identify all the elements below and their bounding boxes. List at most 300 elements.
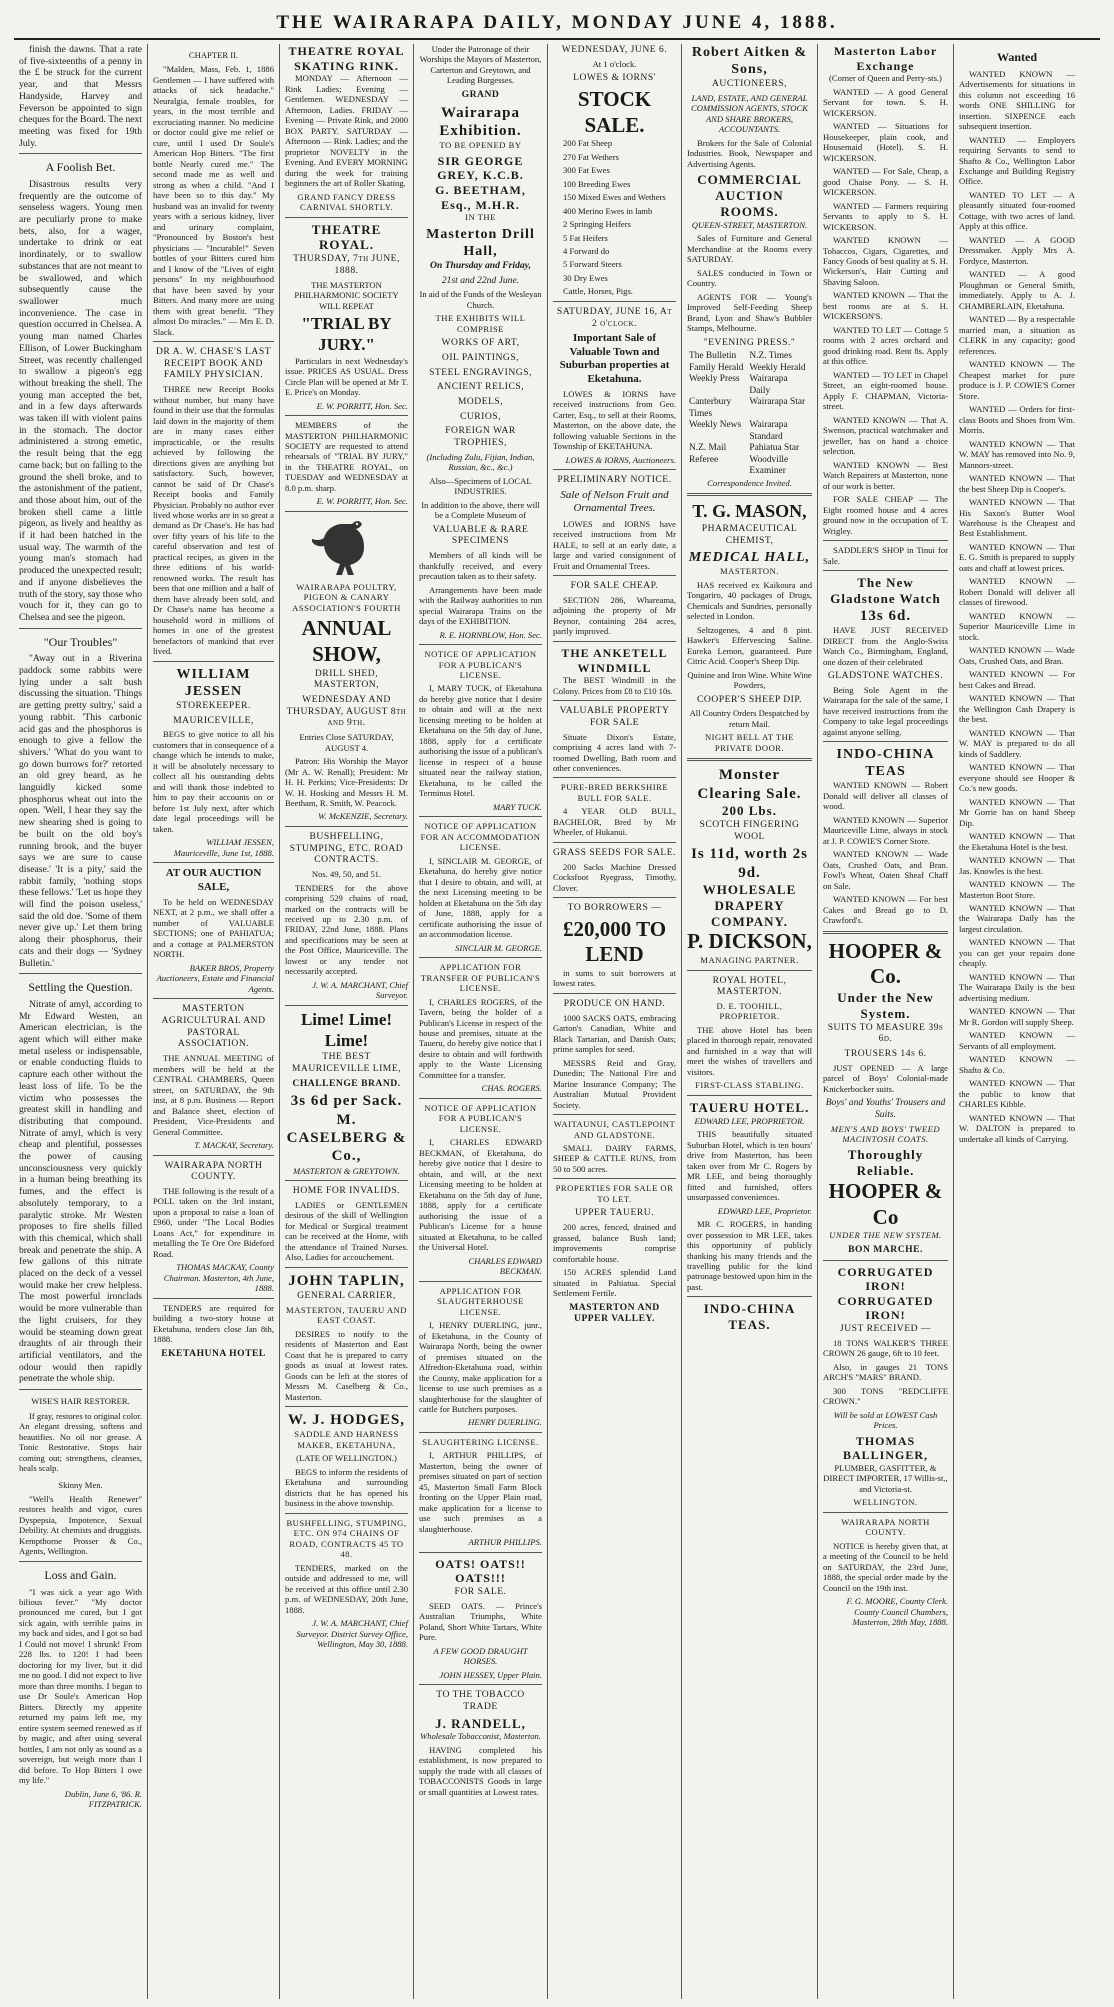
stock-item: 30 Dry Ewes xyxy=(563,272,608,283)
column-1 xyxy=(14,44,148,1999)
ad-note: Entries Close SATURDAY, AUGUST 4. xyxy=(299,732,394,753)
ad-place: MASTERTON & GREYTOWN. xyxy=(293,1165,400,1176)
wanted-ad: WANTED KNOWN — That everyone should see Hooper & Co.'s new goods. xyxy=(959,762,1075,794)
table-row xyxy=(687,443,812,454)
stock-item: 300 Fat Ewes xyxy=(563,165,610,176)
ad-price: SUITS TO MEASURE 39s 6d. xyxy=(827,1021,944,1045)
ad-body: JUST OPENED — A large parcel of Boys' Colonial-made Knickerbocker suits. xyxy=(823,1062,948,1094)
column-8 xyxy=(954,44,1080,1999)
ad-note: In addition to the above, there will be a Complete Museum of xyxy=(421,499,540,521)
stock-item: 200 Fat Sheep xyxy=(563,138,613,149)
ad-subtitle: UPPER TAUERU. xyxy=(574,1207,655,1219)
table-cell: Weekly News xyxy=(689,420,742,431)
story-body: Disastrous results very frequently are the outcome of senseless wagers. Young men are peculiarly prone to make bets, also, for a wager, undertake to drink or eat inordinately, or to swallow substances that are not meant to be swallowed, and which subsequently cause the swallower much inconvenience. The case in question occurred in Chelsea. A young man named Charles Ellison, of Lower Buckingham Street, was recently challenged to swallow a pigeon's egg without breaking the shell. The young man accepted the bet, and in a few days afterwards was taken ill with violent pains in the stomach. The doctor administered a strong emetic, the result being that the egg came back; but on falling to the ground the shell broke, and to the astonishment of the patient, and those about him, out of the broken shell came a little pigeon, as lively and healthy as if it had been hatched in the usual way. The warmth of the young man's stomach had produced the unexpected result; and if anyone disbelieves the truth of the story, say those who vouch for it, they can go to Chelsea and see the pigeon. xyxy=(19,178,142,623)
table-cell: Weekly Herald xyxy=(749,362,806,373)
ad-title: VALUABLE PROPERTY FOR SALE xyxy=(559,705,670,728)
newspaper-agency-table xyxy=(687,351,812,477)
divider xyxy=(285,1513,408,1514)
ad-body: LADIES or GENTLEMEN desirous of the skill of Wellington for Medical or Surgical treatment can be received at the Home, with the attendance of Trained Nurses. Also, Ladies for accouchement. xyxy=(285,1199,408,1263)
ad-body: 1000 SACKS OATS, embracing Garton's Canadian, White and Black Tartarian, and Danish Oats; prime samples for seed. xyxy=(553,1012,676,1055)
divider xyxy=(153,1298,274,1299)
story-title: Skinny Men. xyxy=(58,1479,103,1490)
ad-note: TO BE OPENED BY xyxy=(439,140,522,151)
divider xyxy=(687,970,812,971)
divider xyxy=(285,1005,408,1006)
divider xyxy=(553,1178,676,1179)
wanted-ad: WANTED KNOWN — That the Wellington Cash Drapery is the best. xyxy=(959,693,1075,725)
loan-amount: £20,000 TO LEND xyxy=(562,916,667,967)
ad-title: DR A. W. CHASE'S LAST RECEIPT BOOK AND FAMILY PHYSICIAN. xyxy=(155,346,272,381)
ad-signoff: THOMAS MACKAY, County Chairman. Masterton, 4th June, 1888. xyxy=(163,1262,274,1294)
table-row xyxy=(687,420,812,443)
ad-title: WAIRARAPA NORTH COUNTY. xyxy=(841,1516,930,1538)
story-title: Loss and Gain. xyxy=(44,1567,117,1582)
wanted-ad: WANTED — Situations for Housekeeper, plain cook, and Housemaid (Hotel). S. H. WICKERSON. xyxy=(823,121,948,163)
ad-title: Important Sale of Valuable Town and Suburban properties at Eketahuna. xyxy=(559,332,670,385)
ad-body: BEGS to give notice to all his customers that in consequence of a change which he intends to make, it will be absolutely necessary to collect all his outstanding debts and will thank those indebted to him to pay their accounts on or before 1st July next, after which date legal proceedings will be taken. xyxy=(153,729,274,834)
column-3 xyxy=(280,44,414,1999)
divider xyxy=(687,1095,812,1096)
wanted-ad: WANTED KNOWN — Wade Oats, Crushed Oats, and Bran. xyxy=(959,645,1075,666)
divider xyxy=(153,998,274,999)
notice-title: APPLICATION FOR TRANSFER OF PUBLICAN'S LICENSE. xyxy=(420,962,541,994)
ad-firm: WHOLESALE DRAPERY COMPANY. xyxy=(702,881,797,929)
divider xyxy=(19,628,142,629)
ad-body: Seltzogenes, 4 and 8 pint. Hawker's Effervescing Saline. Eureka Lemon, guaranteed. Pure Citric Acid. Cooper's Sheep Dip. xyxy=(687,624,812,667)
ad-price: Is 11d, worth 2s 9d. xyxy=(691,846,808,881)
story-body: "Well's Health Renewer" restores health and vigor, cures Dyspepsia, Impotence, Sexual Debility. At chemists and druggists. Kempthorne Prosser & Co., Agents, Wellington. xyxy=(19,1493,142,1557)
table-row xyxy=(687,455,812,478)
stock-list xyxy=(553,138,676,297)
ad-signoff: BAKER BROS, Property Auctioneers, Estate and Financial Agents. xyxy=(156,962,274,994)
stock-sale-heading: STOCK SALE. xyxy=(577,86,652,137)
wanted-ad: WANTED — Farmers requiring Servants to apply to S. H. WICKERSON. xyxy=(823,200,948,232)
table-cell: Wairarapa Standard xyxy=(749,420,788,442)
wanted-ad: FOR SALE CHEAP — The Eight roomed house and 4 acres ground now in the occupation of T. Wrigley. xyxy=(823,494,948,536)
wanted-list xyxy=(823,87,948,536)
notice-body: I, CHARLES ROGERS, of the Tavern, being the holder of a Publican's License in respect of the house and premises, situate at the Taueru, do hereby give notice that I desire to obtain and will forthwith apply to the Waste Licensing Committee for a transfer. xyxy=(419,996,542,1080)
ad-firm: T. G. MASON, xyxy=(692,501,807,522)
ad-signoff: LOWES & IORNS, Auctioneers. xyxy=(565,454,676,465)
ad-firm: THOMAS BALLINGER, xyxy=(842,1433,929,1463)
wanted-ad: WANTED KNOWN — That His Saxon's Butter Wool Warehouse is the Cheapest and Best Establishment. xyxy=(959,497,1075,539)
wanted-ad: WANTED KNOWN — Tobaccos, Cigars, Cigarettes, and Fancy Goods of best quality at S. H. Wickerson's, Hair Cutting and Shaving Saloon. xyxy=(823,235,948,287)
ad-note: FIRST-CLASS STABLING. xyxy=(695,1080,804,1091)
ad-firm: Robert Aitken & Sons, xyxy=(691,45,808,78)
wanted-ad: WANTED KNOWN — That the best Sheep Dip is Cooper's. xyxy=(959,473,1075,494)
divider xyxy=(823,741,948,742)
wanted-ad: WANTED — By a respectable married man, a situation as CLERK in any capacity; good references. xyxy=(959,314,1075,356)
exhibit-item: WORKS OF ART, xyxy=(441,337,520,349)
ad-brand: CHALLENGE BRAND. xyxy=(292,1077,401,1089)
ad-title: PROPERTIES FOR SALE OR TO LET. xyxy=(555,1183,674,1204)
ad-body: Members of all kinds will be thankfully received, and every precaution taken as to their safety. xyxy=(419,550,542,582)
ad-body: LOWES and IORNS have received instructions from Mr HALE, to sell at an early date, a large and varied consignment of Fruit and Ornamental Trees. xyxy=(553,518,676,571)
stock-item: 270 Fat Wethers xyxy=(563,151,619,162)
ad-price: TROUSERS 14s 6. xyxy=(844,1047,927,1059)
stock-item: 400 Merino Ewes in lamb xyxy=(563,205,653,216)
ad-note: A FEW GOOD DRAUGHT HORSES. xyxy=(433,1645,528,1667)
wanted-ad: WANTED — Employers requiring Servants to send to Shafto & Co., Wellington Labor Exchange and Building Registry Office. xyxy=(959,134,1075,187)
stock-item: 100 Breeding Ewes xyxy=(563,178,631,189)
wanted-ad: WANTED TO LET — Cottage 5 rooms with 2 acres orchard and good drinking road. Rent 8s. Apply at this office. xyxy=(823,324,948,367)
column-6 xyxy=(682,44,818,1999)
ad-place: WELLINGTON. xyxy=(853,1497,918,1508)
sale-date: WEDNESDAY, JUNE 6. xyxy=(561,44,668,55)
wanted-ad: WANTED KNOWN — Superior Mauriceville Lime, always in stock at J. P. COWIE'S Corner Store. xyxy=(823,814,948,846)
divider xyxy=(419,816,542,817)
story-title: Settling the Question. xyxy=(28,980,133,995)
wanted-ad: WANTED KNOWN — That W. DALTON is prepared to undertake all kinds of Carrying. xyxy=(959,1112,1075,1144)
wanted-ad: WANTED KNOWN — That Mr R. Gordon will supply Sheep. xyxy=(959,1006,1075,1027)
ad-note: In aid of the Funds of the Wesleyan Church. xyxy=(419,289,542,310)
ad-body: Situate Dixon's Estate, comprising 4 acres land with 7-roomed Dwelling, Bath room and other conveniences. xyxy=(553,731,676,773)
wanted-ad: WANTED KNOWN — That The Wairarapa Daily is the best advertising medium. xyxy=(959,971,1075,1003)
ad-title: INDO-CHINA TEAS xyxy=(836,747,935,780)
divider xyxy=(153,1155,274,1156)
ad-signoff: E. W. PORRITT, Hon. Sec. xyxy=(316,496,408,507)
divider xyxy=(285,415,408,416)
ad-body: MESSRS Reid and Gray, Dunedin; The National Fire and Marine Insurance Company; The Australian Mutual Provident Society. xyxy=(553,1057,676,1110)
ad-title: TAUERU HOTEL. xyxy=(689,1099,810,1115)
ad-subtitle: Sale of Nelson Fruit and Ornamental Trees. xyxy=(560,489,669,515)
ad-grand: GRAND xyxy=(461,88,500,100)
ad-note: (LATE OF WELLINGTON.) xyxy=(296,1453,397,1464)
sale-date: SATURDAY, JUNE 16, At 2 o'clock. xyxy=(556,305,673,329)
story-body: "Away out in a Riverina paddock some rabbits were lying under a salt bush discussing the situation. 'Things are getting pretty sultry,' said a young rabbit. 'This carbonic acid gas and the phosphorus is enough to give a fellow the shivers.' 'What do you want to go down burrows for?' retorted an old grey beard, as he languidly kicked some phosphorus wheat out into the open. 'Well, I hear they say the new shearing shed is going to be built on the old boy's running brook, and the buyer says we are sure to cause disease.' 'It is a pity,' said the rabbit family, 'nothing stops these fellows.' 'Let us hope they will find the poison useless,' said the old doe. 'Some of them never give up.' Let them bring along their phosphorus, their cats and their dogs — 'Sydney Bulletin.' xyxy=(19,653,142,969)
ad-title: HOME FOR INVALIDS. xyxy=(292,1185,401,1197)
ad-body: All Country Orders Despatched by return Mail. xyxy=(689,708,810,729)
annual-show-heading: ANNUAL SHOW, xyxy=(301,616,392,666)
columns xyxy=(14,44,1100,1999)
ad-place: MASTERTON, TAUERU AND EAST COAST. xyxy=(286,1304,407,1326)
ad-body: AGENTS FOR — Young's Improved Self-Feeding Sheep Brand, Lyon and Shaw's Bubbler Stamps, Melbourne. xyxy=(687,291,812,334)
stock-item: 2 Springing Heifers xyxy=(563,219,631,230)
wanted-ad: WANTED KNOWN — Wade Oats, Crushed Oats, and Bran. Fowl's Wheat, Oaten Sheaf Chaff on Sale. xyxy=(823,849,948,891)
ad-title: ROYAL HOTEL, MASTERTON. xyxy=(712,974,787,998)
divider xyxy=(553,1114,676,1115)
column-2 xyxy=(148,44,280,1999)
ad-body: LOWES & IORNS have received instructions from Geo. Carter, Esq., to sell at their Rooms, Masterton, on the above date, the following valuable Sections in the Township of EKETAHUNA. xyxy=(553,388,676,452)
sale-time: At 1 o'clock. xyxy=(592,58,637,69)
notice-signoff: MARY TUCK. xyxy=(492,801,542,812)
ad-body: Patron: His Worship the Mayor (Mr A. W. Renall); President: Mr H. H. Perkins; Vice-Presidents: Dr W. H. Hosking and Messrs H. M. Beetham, R. Smith, W. Peacock. xyxy=(285,756,408,808)
ad-body: Brokers for the Sale of Colonial Industries. Book, Newspaper and Advertising Agents. xyxy=(687,137,812,169)
ad-subtitle: Boys' and Youths' Trousers and Suits. xyxy=(825,1097,946,1120)
ad-body: Sales of Furniture and General Merchandise at the Rooms every SATURDAY. xyxy=(687,233,812,265)
wanted-ad: WANTED KNOWN — The Cheapest market for pure produce is J. P. COWIE'S Corner Store. xyxy=(959,359,1075,401)
divider xyxy=(419,957,542,958)
ad-subtitle: STOREKEEPER. xyxy=(176,699,251,711)
clearing-sale-heading: Monster Clearing Sale. xyxy=(697,767,802,802)
ad-firm: W. J. HODGES, xyxy=(287,1412,406,1429)
wanted-ad: WANTED KNOWN — That the best rooms are at S. H. WICKERSON'S. xyxy=(823,290,948,322)
divider xyxy=(419,1684,542,1685)
ad-subtitle: MANAGING PARTNER. xyxy=(700,955,799,966)
notice-body: I, MARY TUCK, of Eketahuna do hereby give notice that I desire to obtain and will at the next licensing meeting to be holden at Eketahuna on the 5th day of June, 1888, apply for a certificate authorising the issue of a publican's license in respect of a house situated near the railway station, Eketahuna, to be called the Terminus Hotel. xyxy=(419,683,542,799)
divider xyxy=(687,758,812,761)
ad-body: Also, in gauges 21 TONS ARCH'S "MARS" BRAND. xyxy=(823,1361,948,1383)
ad-firm: HOOPER & Co xyxy=(828,1179,943,1229)
divider xyxy=(553,469,676,470)
ad-body: Arrangements have been made with the Railway authorities to run special Wairarapa Trains on the days of the EXHIBITION. xyxy=(419,584,542,627)
ad-title: PURE-BRED BERKSHIRE BULL FOR SALE. xyxy=(560,782,669,803)
notice-title: APPLICATION FOR SLAUGHTERHOUSE LICENSE. xyxy=(437,1285,524,1317)
wanted-ad: WANTED KNOWN — That the public to know that CHARLES Kibble. xyxy=(959,1078,1075,1110)
ad-subtitle: UNDER THE NEW SYSTEM. xyxy=(829,1230,942,1241)
ad-title: GRASS SEEDS FOR SALE. xyxy=(553,846,676,858)
exhibit-item: MODELS, xyxy=(457,396,504,408)
divider xyxy=(285,1180,408,1181)
ad-subtitle: Wholesale Tobacconist, Masterton. xyxy=(420,1731,541,1742)
exhibit-item: CURIOS, xyxy=(459,410,502,422)
wanted-ad: WANTED KNOWN — For best Cakes and Bread. xyxy=(959,669,1075,690)
ad-title: WAITAUNUI, CASTLEPOINT AND GLADSTONE. xyxy=(553,1119,676,1140)
exhibition-title: Wairarapa Exhibition. xyxy=(439,104,522,139)
wanted-list xyxy=(959,69,1075,1145)
ad-subtitle: PHARMACEUTICAL CHEMIST, xyxy=(701,522,798,546)
table-row xyxy=(687,374,812,397)
ad-body: MEMBERS of the MASTERTON PHILHARMONIC SOCIETY are requested to attend rehearsals of "TRIAL BY JURY," in the THEATRE ROYAL, on TUESDAY and WEDNESDAY at 8.0 p.m. sharp. xyxy=(285,420,408,493)
column-4 xyxy=(414,44,548,1999)
ad-subtitle: Under the New System. xyxy=(837,989,934,1021)
divider xyxy=(553,993,676,994)
ad-firm: P. DICKSON, xyxy=(687,929,812,954)
ad-body: THREE new Receipt Books without number, but many have found in their use that the formulas laid down in the majority of them are in many cases either impracticable, or the results achieved by following the directions given are anything but satisfactory. Such, however, cannot be said of Dr Chase's Receipt books and Family Physician. Probably no author ever lived whose works are in so great a demand as Dr Chase's. He has had over fifty years of his life to the careful observation and test of practical recipes, as given in the three editions of his world-renowned works. The result has been that one million and a half of them have already been sold, and Dr Chase's name has become a household word in millions of homes in one of the greatest benefactors of mankind that ever lived. xyxy=(153,384,274,657)
ad-body: SALES conducted in Town or Country. xyxy=(687,267,812,289)
ad-title: PRELIMINARY NOTICE. xyxy=(557,474,672,486)
wanted-heading: Wanted xyxy=(996,50,1037,64)
ad-firm: HOOPER & Co. xyxy=(828,938,943,989)
notice-body: I, HENRY DUERLING, junr., of Eketahuna, in the County of Wairarapa North, being the owner of premises situated on the Alfredton-Eketahuna road, within the County, make application for a license to use such premises as a slaughterhouse for the slaughter of cattle for Butchers purposes. xyxy=(419,1320,542,1414)
ad-title: BUSHFELLING, STUMPING, ETC. ON 974 CHAINS OF ROAD, CONTRACTS 45 TO 48. xyxy=(286,1517,407,1560)
notice-body: I, CHARLES EDWARD BECKMAN, of Eketahuna, do hereby give notice that I desire to obtain, and will, at the next Licensing meeting to be holden at Eketahuna on the 5th day of June, 1888, apply for a certificate authorising the issue of a Publican's License for a house situated at Eketahuna, to be called the Universal Hotel. xyxy=(419,1137,542,1253)
watch-price: 13s 6d. xyxy=(859,607,912,624)
exhibit-item: OIL PAINTINGS, xyxy=(441,351,520,363)
ad-title: WILLIAM JESSEN xyxy=(176,666,251,699)
ad-title: CORRUGATED IRON! xyxy=(837,1264,934,1294)
notice-title: NOTICE OF APPLICATION FOR A PUBLICAN'S LICENSE. xyxy=(424,649,537,680)
ad-title: TO THE TOBACCO TRADE xyxy=(436,1689,525,1712)
divider xyxy=(419,1098,542,1099)
ad-title: BON MARCHE. xyxy=(848,1243,923,1255)
ad-note: NIGHT BELL AT THE PRIVATE DOOR. xyxy=(704,732,795,753)
ad-body: THE MASTERTON PHILHARMONIC SOCIETY WILL REPEAT xyxy=(294,279,399,311)
exhibit-item: STEEL ENGRAVINGS, xyxy=(429,366,532,378)
ad-title: FOR SALE CHEAP. xyxy=(570,580,659,592)
exhibit-note: (Including Zulu, Fijian, Indian, Russian, &c., &c.) xyxy=(426,451,535,473)
table-cell: The Bulletin xyxy=(689,351,737,362)
divider xyxy=(419,1281,542,1282)
ad-intro: Under the Patronage of their Worships the Mayors of Masterton, Carterton and Greytown, and Leading Burgesses. xyxy=(419,44,542,86)
wanted-ad: WANTED — TO LET in Chapel Street, an eight-roomed house. Apply F. CHAPMAN, Victoria-street. xyxy=(823,369,948,412)
divider xyxy=(823,1512,948,1513)
divider xyxy=(285,511,408,512)
wanted-ad: WANTED KNOWN — That you can get your repairs done cheaply. xyxy=(959,937,1075,969)
ad-subtitle: PLUMBER, GASFITTER, & DIRECT IMPORTER, 17 Willis-st., and Victoria-st. xyxy=(823,1462,948,1494)
ad-title: OATS! OATS!! OATS!!! xyxy=(435,1556,526,1586)
ad-place: MAURICEVILLE, xyxy=(173,714,254,726)
divider xyxy=(823,540,948,541)
ad-signoff: JOHN HESSEY, Upper Plain. xyxy=(439,1669,542,1680)
wanted-ad: WANTED KNOWN — That E. G. Smith is prepared to supply oats and chaff at lowest prices. xyxy=(959,541,1075,573)
ad-title: MASTERTON AGRICULTURAL AND PASTORAL ASSOCIATION. xyxy=(161,1003,266,1050)
wanted-ad: WANTED KNOWN — Best Watch Repairers at Masterton, none of our work is better. xyxy=(823,459,948,491)
divider xyxy=(553,700,676,701)
ad-place: MASTERTON. xyxy=(720,566,779,577)
table-cell: Canterbury Times xyxy=(689,397,732,419)
ad-subtitle: GENERAL CARRIER, xyxy=(297,1290,396,1302)
divider xyxy=(285,1406,408,1407)
wanted-ad: WANTED KNOWN — Servants of all employment. xyxy=(959,1030,1075,1051)
ad-days: On Thursday and Friday, xyxy=(430,259,531,271)
ad-title: BUSHFELLING, STUMPING, ETC. ROAD CONTRACTS. xyxy=(289,830,404,866)
wanted-list xyxy=(823,780,948,925)
ad-quantity: 200 Lbs. xyxy=(722,803,777,819)
story-title: "Our Troubles" xyxy=(43,634,118,649)
ad-body: HAVE JUST RECEIVED DIRECT from the Anglo-Swiss Watch Co., Birmingham, England, one dozen of their celebrated xyxy=(823,625,948,667)
ad-title: WAIRARAPA POULTRY, PIGEON & CANARY ASSOCIATION'S FOURTH xyxy=(292,581,401,613)
story-body: "I was sick a year ago With bilious fever." "My doctor pronounced me cured, but I got sick again, with terrible pains in my back and sides, and I got so bad I Could not move! I shrunk! From 228 lbs. to 120! I had been doctoring for my liver, but it did me no good. I did not expect to live more than three months. I began to use Dr Soule's American Hop Bitters. Directly my appetite returned my pains left me, my entire system seemed renewed as if by magic, and after using several bottles, I am not only as sound as a sovereign, but weigh more than I did before. To Hop Bitters I owe my life." xyxy=(19,1586,142,1786)
wanted-ad: WANTED KNOWN — Advertisements for situations in this column not exceeding 16 words ONE SHILLING for insertion. SIXPENCE each subsequent insertion. xyxy=(959,68,1075,132)
wanted-ad: WANTED KNOWN — That Jas. Knowles is the best. xyxy=(959,855,1075,876)
divider xyxy=(553,575,676,576)
ad-dates: 21st and 22nd June. xyxy=(441,274,520,286)
ad-firm: J. RANDELL, xyxy=(435,1715,526,1731)
ad-venue: Masterton Drill Hall, xyxy=(426,226,535,259)
ad-body: 200 acres, fenced, drained and grassed, balance Bush land; improvements comprise comfortable house. xyxy=(553,1222,676,1264)
ad-firm: M. CASELBERG & Co., xyxy=(286,1111,407,1165)
notice-body: I, ARTHUR PHILLIPS, of Masterton, being the owner of premises situated on part of section 45, Masterton Small Farm Block fronting on the Upper Plain road, make application for a license to use such premises as a slaughterhouse. xyxy=(419,1450,542,1534)
notice-signoff: CHAS. ROGERS. xyxy=(481,1083,542,1094)
ad-subtitle: (Corner of Queen and Perry-sts.) xyxy=(829,73,942,84)
ad-price: 3s 6d per Sack. xyxy=(290,1093,403,1110)
ad-title: PRODUCE ON HAND. xyxy=(563,997,666,1009)
notice-title: NOTICE OF APPLICATION FOR AN ACCOMMODATION LICENSE. xyxy=(420,821,541,853)
ad-note: THE EXHIBITS WILL COMPRISE xyxy=(435,313,526,334)
ad-body: TENDERS are required for building a two-story house at Eketahuna, tenders close Jan 8th, 1888. xyxy=(153,1302,274,1345)
ad-body: NOTICE is hereby given that, at a meeting of the Council to be held on SATURDAY, the 23rd June, 1888, the special order made by the Council on the 19th inst. xyxy=(823,1540,948,1593)
ad-body: THE ANNUAL MEETING of members will be held at the CENTRAL CHAMBERS, Queen street, on SATURDAY, the 9th inst, at 8 p.m. Business — Report and Balance sheet, election of President, Vice-Presidents and General Committee. xyxy=(153,1053,274,1137)
table-cell: Wairarapa Star xyxy=(749,397,806,408)
divider xyxy=(19,153,142,154)
ad-body: 200 Sacks Machine Dressed Cocksfoot Ryegrass, Timothy, Clover. xyxy=(553,861,676,893)
table-cell: Family Herald xyxy=(689,362,744,373)
masthead xyxy=(14,8,1100,40)
ad-subtitle: GLADSTONE WATCHES. xyxy=(827,670,944,682)
ad-signoff: T. MACKAY, Secretary. xyxy=(194,1140,274,1151)
ad-body: TENDERS, marked on the outside and addressed to me, will be received at this office until 2.30 p.m. of WEDNESDAY, 20th June, 1888. xyxy=(285,1562,408,1615)
chapter-title: CHAPTER II. xyxy=(188,50,239,60)
ad-body: HAVING completed his establishment, is now prepared to supply the trade with all classes of TOBACCONISTS Goods in large or small quantities at Lowest rates. xyxy=(419,1744,542,1797)
divider xyxy=(19,1389,142,1390)
ad-body: DESIRES to notify to the residents of Masterton and East Coast that he is prepared to carry goods as usual at lowest rates. Goods can be left at the stores of Messrs M. Caselberg & Co., Masterton. xyxy=(285,1328,408,1402)
stock-item: 4 Forward do xyxy=(563,245,610,256)
table-row xyxy=(687,363,812,374)
ad-date: THURSDAY, 7th JUNE, 1888. xyxy=(293,253,400,276)
wanted-ad: WANTED — A good General Servant for town. S. H. WICKERSON. xyxy=(823,86,948,118)
ad-body: SADDLER'S SHOP in Tinui for Sale. xyxy=(823,545,948,566)
ad-body: LAND, ESTATE, AND GENERAL COMMISSION AGENTS, STOCK AND SHARE BROKERS, ACCOUNTANTS. xyxy=(691,92,808,135)
ad-body: HAS received ex Kaikoura and Tongariro, 40 packages of Drugs, Chemicals and Sundries, personally selected in London. xyxy=(687,579,812,622)
exhibit-item: FOREIGN WAR TROPHIES, xyxy=(445,425,516,449)
ad-signoff: J. W. A. MARCHANT, Chief Surveyor. District Survey Office, Wellington, May 30, 1888. xyxy=(296,1618,408,1650)
ad-body: THIS beautifully situated Suburban Hotel, which is ten hours' drive from Masterton, has been taken over from Mr C. Rogers by MR LEE, and being thoroughly fitted and furnished, offers unsurpassed conveniences. xyxy=(687,1129,812,1203)
wanted-ad: WANTED KNOWN — That W. MAY is prepared to do all kinds of Saddlery. xyxy=(959,727,1075,759)
table-cell: Weekly Press xyxy=(689,374,740,385)
ad-subtitle: D. E. TOOHILL, PROPRIETOR. xyxy=(716,1000,783,1022)
divider xyxy=(153,341,274,342)
divider xyxy=(553,777,676,778)
notice-signoff: SINCLAIR M. GEORGE. xyxy=(455,942,542,953)
story-signoff: Dublin, June 6, '86. R. FITZPATRICK. xyxy=(64,1788,142,1810)
ad-title: THEATRE ROYAL. xyxy=(311,221,382,253)
ad-body: SEED OATS. — Prince's Australian Triumphs, White Poland, Short White Tartars, White Pure. xyxy=(419,1600,542,1643)
ad-body: SMALL DAIRY FARMS, SHEEP & CATTLE RUNS, from 50 to 500 acres. xyxy=(553,1142,676,1174)
ad-body: THE following is the result of a POLL taken on the 3rd instant, upon a proposal to raise a loan of £960, under "The Local Bodies Loans Act," for expenditure in metalling the Te Ore Ore Bideford Road. xyxy=(153,1185,274,1259)
divider xyxy=(153,862,274,863)
wanted-ad: WANTED — For Sale, Cheap, a good Chaise Pony. — S. H. WICKERSON. xyxy=(823,166,948,198)
ad-body: SECTION 286, Whareama, adjoining the property of Mr Beynor, containing 284 acres, partly improved. xyxy=(553,594,676,637)
notice-title: NOTICE OF APPLICATION FOR A PUBLICAN'S LICENSE. xyxy=(424,1102,537,1134)
ad-note: Will be sold at LOWEST Cash Prices. xyxy=(833,1409,938,1431)
story-body: If gray, restores to original color. An elegant dressing, softens and beautifies. No oil nor grease. A Tonic Restorative. Stops hair coming out; strengthens, cleanses, heals scalp. xyxy=(19,1410,142,1474)
divider xyxy=(553,301,676,302)
ad-subtitle: EDWARD LEE, PROPRIETOR. xyxy=(694,1115,805,1126)
column-5 xyxy=(548,44,682,1999)
ad-title: SCOTCH FINGERING WOOL xyxy=(699,818,800,842)
divider xyxy=(285,217,408,218)
stock-item: 5 Forward Steers xyxy=(563,259,622,270)
ad-body: in sums to suit borrowers at lowest rates. xyxy=(553,967,676,989)
wanted-ad: WANTED KNOWN — That the Eketahuna Hotel is the best. xyxy=(959,831,1075,852)
divider xyxy=(687,493,812,496)
wanted-ad: WANTED KNOWN — Superior Mauriceville Lime in stock. xyxy=(959,610,1075,642)
ad-title: INDO-CHINA TEAS. xyxy=(703,1301,796,1333)
divider xyxy=(687,1296,812,1297)
ad-note: Correspondence Invited. xyxy=(707,477,792,488)
ad-subtitle: AUCTIONEERS, xyxy=(711,78,788,90)
ad-subtitle: MEN'S AND BOYS' TWEED MACINTOSH COATS. xyxy=(830,1123,941,1144)
notice-title: SLAUGHTERING LICENSE. xyxy=(422,1436,539,1447)
ad-body: The BEST Windmill in the Colony. Prices from £8 to £10 10s. xyxy=(553,675,676,696)
wanted-ad: WANTED — Orders for first-class Boots and Shoes from Wm. Morris. xyxy=(959,404,1075,436)
table-cell: Referee xyxy=(689,454,719,465)
ad-title: MEDICAL HALL, xyxy=(688,550,811,566)
ad-signoff: R. E. HORNBLOW, Hon. Sec. xyxy=(439,629,542,640)
notice-body: I, SINCLAIR M. GEORGE, of Eketahuna, do hereby give notice that I desire to obtain, and will, at the next Licensing meeting to be holden at Eketahuna on the 5th day of June, 1888, apply for a certificate authorising the issue of an accommodation license. xyxy=(419,855,542,940)
divider xyxy=(153,661,274,662)
table-cell: N.Z. Times xyxy=(749,351,792,362)
chapter-body: "Malden, Mass, Feb. 1, 1886 Gentlemen — I have suffered with attacks of sick headache." Neuralgia, female troubles, for years, in the most terrible and excruciating manner. No medicine or doctor could give me relief or cure, until I used Dr Soule's American Hop Bitters. "The first bottle Nearly cured me." The second made me as well and strong as when a child. "And I have been so to this day." My husband was an invalid for twenty years with a serious kidney, liver and urinary complaint, "Pronounced by Boston's best physicians — "Incurable!" Seven bottles of your Bitters cured him and I know of the "Lives of eight persons" In my neighbourhood that have been saved by your Bitters. And many more are using them with great benefit. "They almost Do miracles." — Mrs E. D. Slack. xyxy=(153,64,274,337)
notice-signoff: ARTHUR PHILLIPS. xyxy=(468,1537,542,1548)
story-body: Nitrate of amyl, according to Mr Edward Westen, an American electrician, is the agent which will either make metal useless or indispensable, or enable conducting fluids to capture each other without the least loss of life. To be the victim who possesses the greatest skill in handling and distributing that compound. Nitrate of amyl, which is very cheap and plentiful, possesses the power of causing unconsciousness very quickly in a human being breathing its fumes, and the effect is absolutely temporary, to a paralytic stroke. Mr Westen proposes to fire shells filled with this chemical, which shall break and penetrate the ship. A few gallons of this nitrate placed on the deck of a vessel would make her crew helpless. The most powerful ironclads would be more vulnerable than the light cruisers, for they would be steaming down great draughts of air through their artificial ventilators, and the odour would then rapidly penetrate the whole ship. xyxy=(19,998,142,1385)
divider xyxy=(553,641,676,642)
notice-signoff: HENRY DUERLING. xyxy=(468,1417,542,1428)
stock-item: 150 Mixed Ewes and Wethers xyxy=(563,192,666,203)
column-7 xyxy=(818,44,954,1999)
wanted-ad: WANTED KNOWN — That the Wairarapa Daily has the largest circulation. xyxy=(959,902,1075,934)
ad-body: MR C. ROGERS, in handing over possession to MR LEE, takes this opportunity of publicly thanking his many friends and the travelling public for the kind patronage bestowed upon him in the past. xyxy=(687,1219,812,1292)
table-cell: Wairarapa Daily xyxy=(749,374,788,396)
notice-signoff: CHARLES EDWARD BECKMAN. xyxy=(468,1255,542,1277)
ad-body: 18 TONS WALKER'S THREE CROWN 26 gauge, 6ft to 10 feet. xyxy=(823,1337,948,1359)
stock-item: 5 Fat Heifers xyxy=(563,232,608,243)
ad-subtitle: SADDLE AND HARNESS MAKER, EKETAHUNA, xyxy=(294,1429,399,1450)
exhibit-item: VALUABLE & RARE SPECIMENS xyxy=(432,523,529,547)
ad-date: WEDNESDAY AND THURSDAY, AUGUST 8th and 9th. xyxy=(286,693,407,729)
ad-title: WAIRARAPA NORTH COUNTY. xyxy=(164,1159,263,1183)
